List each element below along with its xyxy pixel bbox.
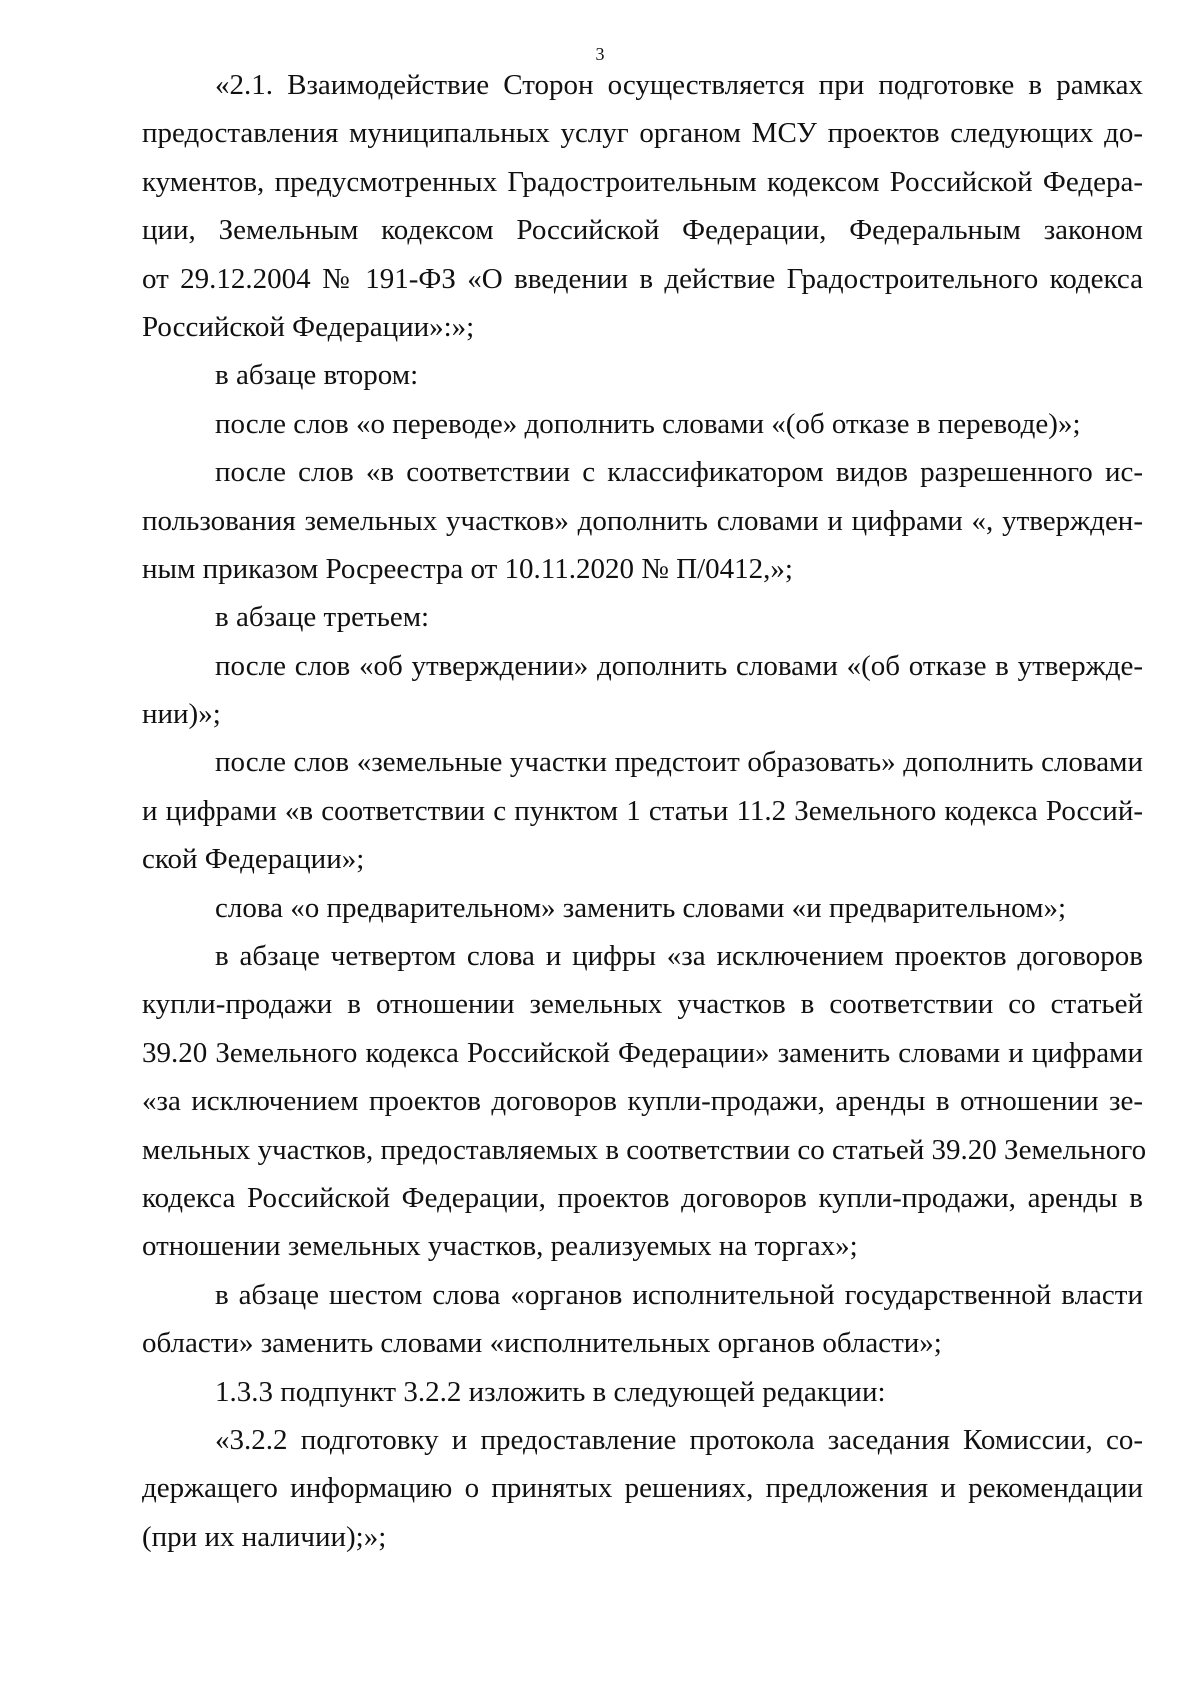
text-line: мельных участков, предоставляемых в соответствии со статьей 39.20 Земельного	[142, 1133, 1147, 1166]
text-line: пользования земельных участков» дополнить словами и цифрами «, утвержден-	[142, 504, 1143, 537]
text-line: отношении земельных участков, реализуемых на торгах»;	[142, 1230, 858, 1263]
text-line: держащего информацию о принятых решениях, предложения и рекомендации	[142, 1472, 1143, 1505]
text-line: после слов «в соответствии с классификатором видов разрешенного ис-	[215, 456, 1143, 489]
text-line: после слов «земельные участки предстоит образовать» дополнить словами	[215, 746, 1143, 779]
text-line: ской Федерации»;	[142, 843, 365, 876]
text-line: слова «о предварительном» заменить словами «и предварительном»;	[215, 891, 1067, 924]
text-line: в абзаце втором:	[215, 359, 419, 392]
text-line: (при их наличии);»;	[142, 1520, 387, 1553]
text-line: в абзаце шестом слова «органов исполнительной государственной власти	[215, 1278, 1143, 1311]
text-line: «2.1. Взаимодействие Сторон осуществляется при подготовке в рамках	[215, 69, 1143, 101]
text-line: кументов, предусмотренных Градостроительным кодексом Российской Федера-	[142, 165, 1143, 198]
text-line: купли-продажи в отношении земельных участков в соответствии со статьей	[142, 988, 1143, 1021]
page-number: 3	[595, 44, 605, 64]
text-line: ным приказом Росреестра от 10.11.2020 № П/0412,»;	[142, 552, 793, 585]
text-line: «3.2.2 подготовку и предоставление протокола заседания Комиссии, со-	[215, 1423, 1143, 1456]
text-line: в абзаце четвертом слова и цифры «за исключением проектов договоров	[215, 940, 1143, 973]
text-line: после слов «об утверждении» дополнить словами «(об отказе в утвержде-	[215, 649, 1143, 682]
text-line: области» заменить словами «исполнительных органов области»;	[142, 1327, 942, 1360]
text-line: 39.20 Земельного кодекса Российской Федерации» заменить словами и цифрами	[142, 1036, 1143, 1069]
text-line: от 29.12.2004 № 191-ФЗ «О введении в действие Градостроительного кодекса	[142, 262, 1143, 295]
text-line: и цифрами «в соответствии с пунктом 1 статьи 11.2 Земельного кодекса Россий-	[142, 794, 1143, 827]
text-line: ции, Земельным кодексом Российской Федерации, Федеральным законом	[142, 214, 1143, 247]
text-line: предоставления муниципальных услуг органом МСУ проектов следующих до-	[142, 117, 1143, 150]
text-line: кодекса Российской Федерации, проектов договоров купли-продажи, аренды в	[142, 1181, 1143, 1214]
text-line: Российской Федерации»:»;	[142, 310, 475, 343]
text-line: «за исключением проектов договоров купли-продажи, аренды в отношении зе-	[142, 1085, 1143, 1118]
text-line: 1.3.3 подпункт 3.2.2 изложить в следующей редакции:	[215, 1375, 886, 1408]
text-line: в абзаце третьем:	[215, 601, 430, 634]
document-body	[142, 61, 1147, 1561]
text-line: после слов «о переводе» дополнить словами «(об отказе в переводе)»;	[215, 407, 1081, 440]
text-line: нии)»;	[142, 698, 221, 731]
